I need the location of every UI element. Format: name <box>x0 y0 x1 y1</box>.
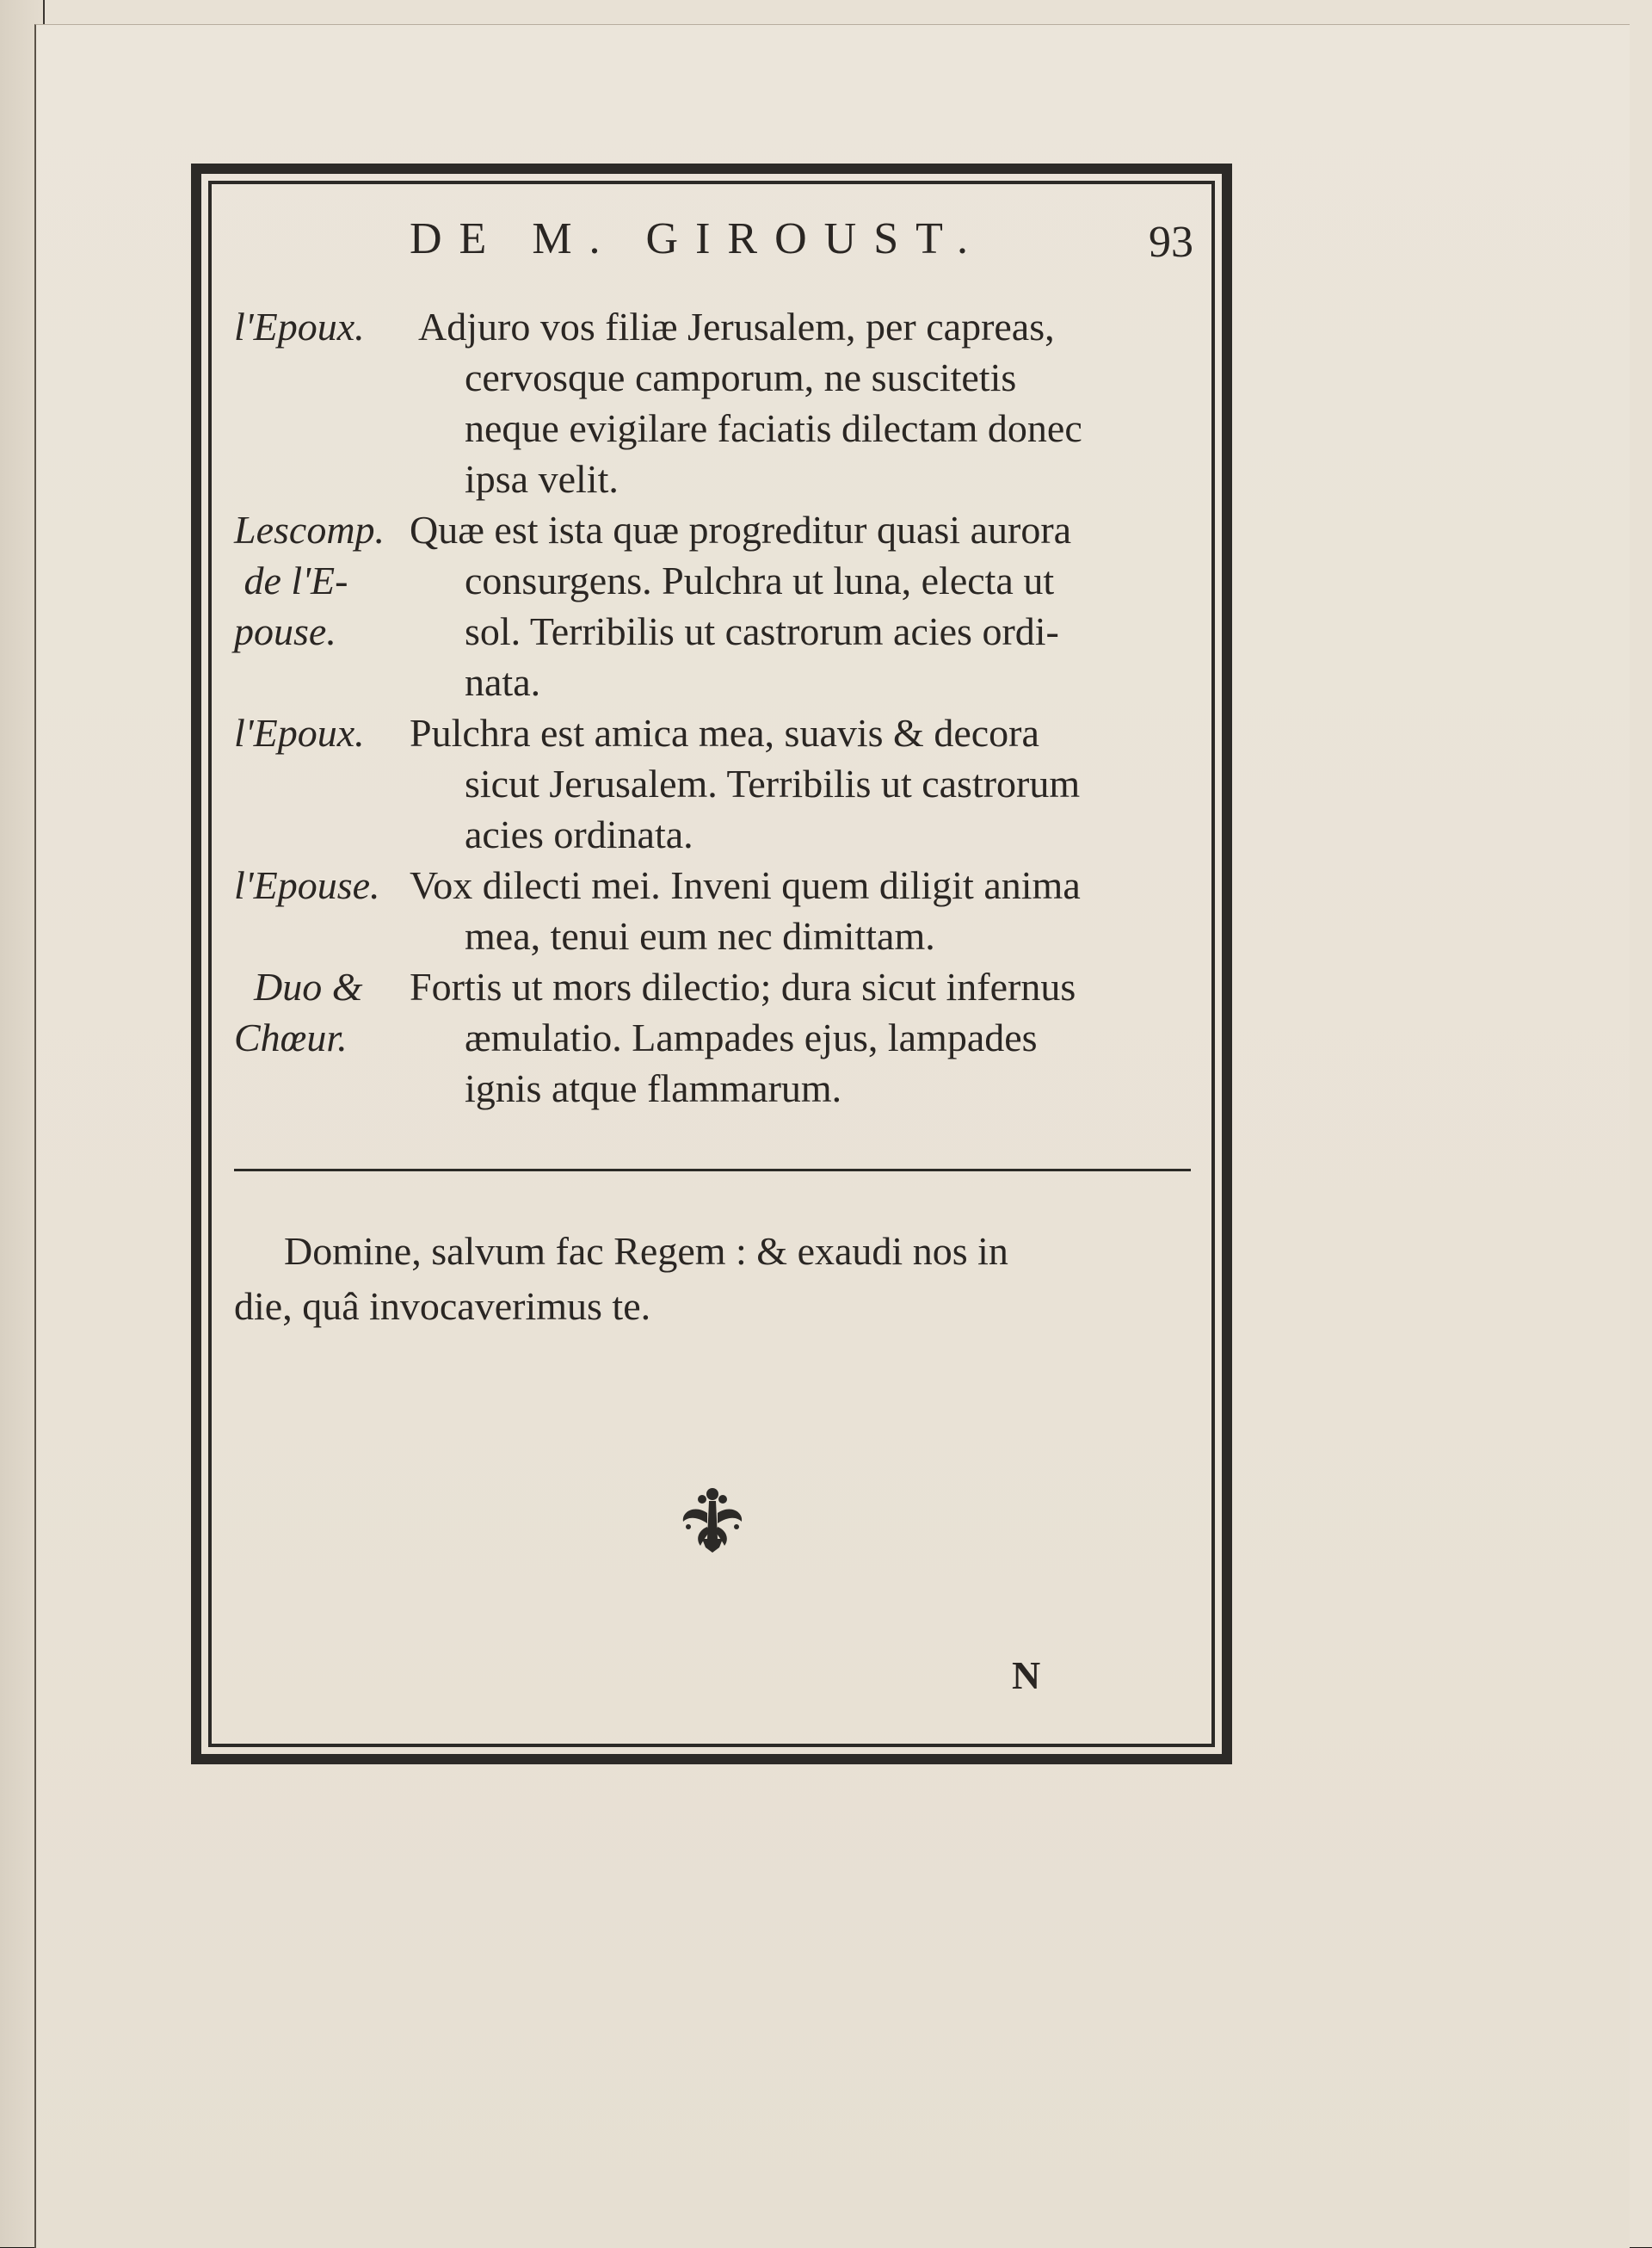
verse-line: ignis atque flammarum. <box>465 1066 842 1110</box>
speaker-label: l'Epoux. <box>234 305 365 349</box>
verse-line: Pulchra est amica mea, suavis & decora <box>410 711 1039 755</box>
running-title: DE M. GIROUST. <box>410 214 986 263</box>
speaker-label: Duo & Chœur. <box>234 965 363 1059</box>
verse-line: Adjuro vos filiæ Jerusalem, per capreas, <box>418 305 1055 349</box>
prayer-line: die, quâ invocaverimus te. <box>234 1284 651 1328</box>
signature-mark: N <box>1012 1653 1041 1697</box>
verse-line: Vox dilecti mei. Inveni quem diligit anima <box>410 863 1081 907</box>
verse-line: Quæ est ista quæ progreditur quasi aurora <box>410 508 1072 552</box>
fleuron-icon <box>669 1479 755 1565</box>
verse-line: cervosque camporum, ne suscitetis <box>465 355 1017 399</box>
page-number: 93 <box>1149 218 1193 267</box>
verse-line: consurgens. Pulchra ut luna, electa ut <box>465 559 1055 602</box>
verse-line: nata. <box>465 660 541 704</box>
verse-line: neque evigilare faciatis dilectam donec <box>465 406 1082 450</box>
speaker-label: l'Epouse. <box>234 863 380 907</box>
section-divider <box>234 1169 1191 1171</box>
verse-line: acies ordinata. <box>465 812 693 856</box>
speaker-label: l'Epoux. <box>234 711 365 755</box>
verse-line: sol. Terribilis ut castrorum acies ordi- <box>465 609 1059 653</box>
verse-line: sicut Jerusalem. Terribilis ut castrorum <box>465 762 1081 806</box>
verse-line: æmulatio. Lampades ejus, lampades <box>465 1016 1038 1059</box>
prayer-line: Domine, salvum fac Regem : & exaudi nos in <box>284 1229 1008 1273</box>
speaker-label: Lescomp. de l'E- pouse. <box>234 508 385 653</box>
verse-line: Fortis ut mors dilectio; dura sicut infernus <box>410 965 1076 1009</box>
verse-line: mea, tenui eum nec dimittam. <box>465 914 935 958</box>
verse-line: ipsa velit. <box>465 457 619 501</box>
